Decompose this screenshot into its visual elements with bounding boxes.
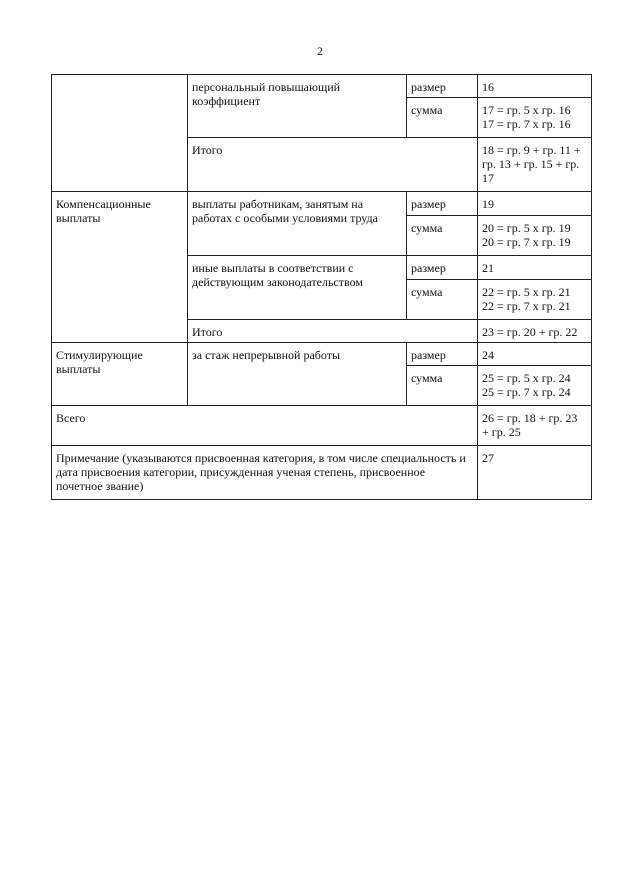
size-label: размер — [407, 343, 478, 366]
table-row — [52, 343, 592, 366]
table-row — [52, 446, 592, 500]
note-label: Примечание (указываются присвоенная категория, в том числе специальность и дата присвоения категории, присужденная ученая степень, присвоенное почетное звание) — [52, 446, 478, 500]
total-formula: 23 = гр. 20 + гр. 22 — [478, 320, 592, 343]
grand-total-label: Всего — [52, 406, 478, 446]
sum-label: сумма — [407, 216, 478, 256]
compensation-group-label: Компенсационные выплаты — [52, 192, 188, 343]
sum-formula-line: 25 = гр. 5 х гр. 24 — [482, 371, 571, 385]
sum-formula-line: 20 = гр. 7 х гр. 19 — [482, 235, 571, 249]
payroll-table — [51, 74, 592, 500]
personal-coefficient-label: персональный повышающий коэффициент — [188, 75, 407, 138]
sum-formula-line: 20 = гр. 5 х гр. 19 — [482, 221, 571, 235]
sum-formula — [478, 366, 592, 406]
sum-label: сумма — [407, 280, 478, 320]
table-row — [52, 192, 592, 216]
total-label: Итого — [188, 138, 478, 192]
sum-formula — [478, 280, 592, 320]
table-row — [52, 75, 592, 98]
sum-formula-line: 22 = гр. 7 х гр. 21 — [482, 299, 571, 313]
page-number: 2 — [317, 44, 323, 58]
size-value: 24 — [478, 343, 592, 366]
size-value: 19 — [478, 192, 592, 216]
grand-total-formula: 26 = гр. 18 + гр. 23 + гр. 25 — [478, 406, 592, 446]
size-value: 16 — [478, 75, 592, 98]
size-label: размер — [407, 75, 478, 98]
size-value: 21 — [478, 256, 592, 280]
sum-label: сумма — [407, 366, 478, 406]
other-payments-label: иные выплаты в соответствии с действующим законодательством — [188, 256, 407, 320]
special-conditions-label: выплаты работникам, занятым на работах с особыми условиями труда — [188, 192, 407, 256]
sum-formula-line: 25 = гр. 7 х гр. 24 — [482, 385, 571, 399]
size-label: размер — [407, 192, 478, 216]
stimulating-group-label: Стимулирующие выплаты — [52, 343, 188, 406]
size-label: размер — [407, 256, 478, 280]
table-row — [52, 406, 592, 446]
total-formula: 18 = гр. 9 + гр. 11 + гр. 13 + гр. 15 + гр. 17 — [478, 138, 592, 192]
seniority-label: за стаж непрерывной работы — [188, 343, 407, 406]
note-value: 27 — [478, 446, 592, 500]
empty-group-cell — [52, 75, 188, 192]
sum-formula-line: 17 = гр. 5 х гр. 16 — [482, 103, 571, 117]
sum-formula-line: 17 = гр. 7 х гр. 16 — [482, 117, 571, 131]
sum-formula-line: 22 = гр. 5 х гр. 21 — [482, 285, 571, 299]
sum-label: сумма — [407, 98, 478, 138]
sum-formula — [478, 98, 592, 138]
total-label: Итого — [188, 320, 478, 343]
sum-formula — [478, 216, 592, 256]
